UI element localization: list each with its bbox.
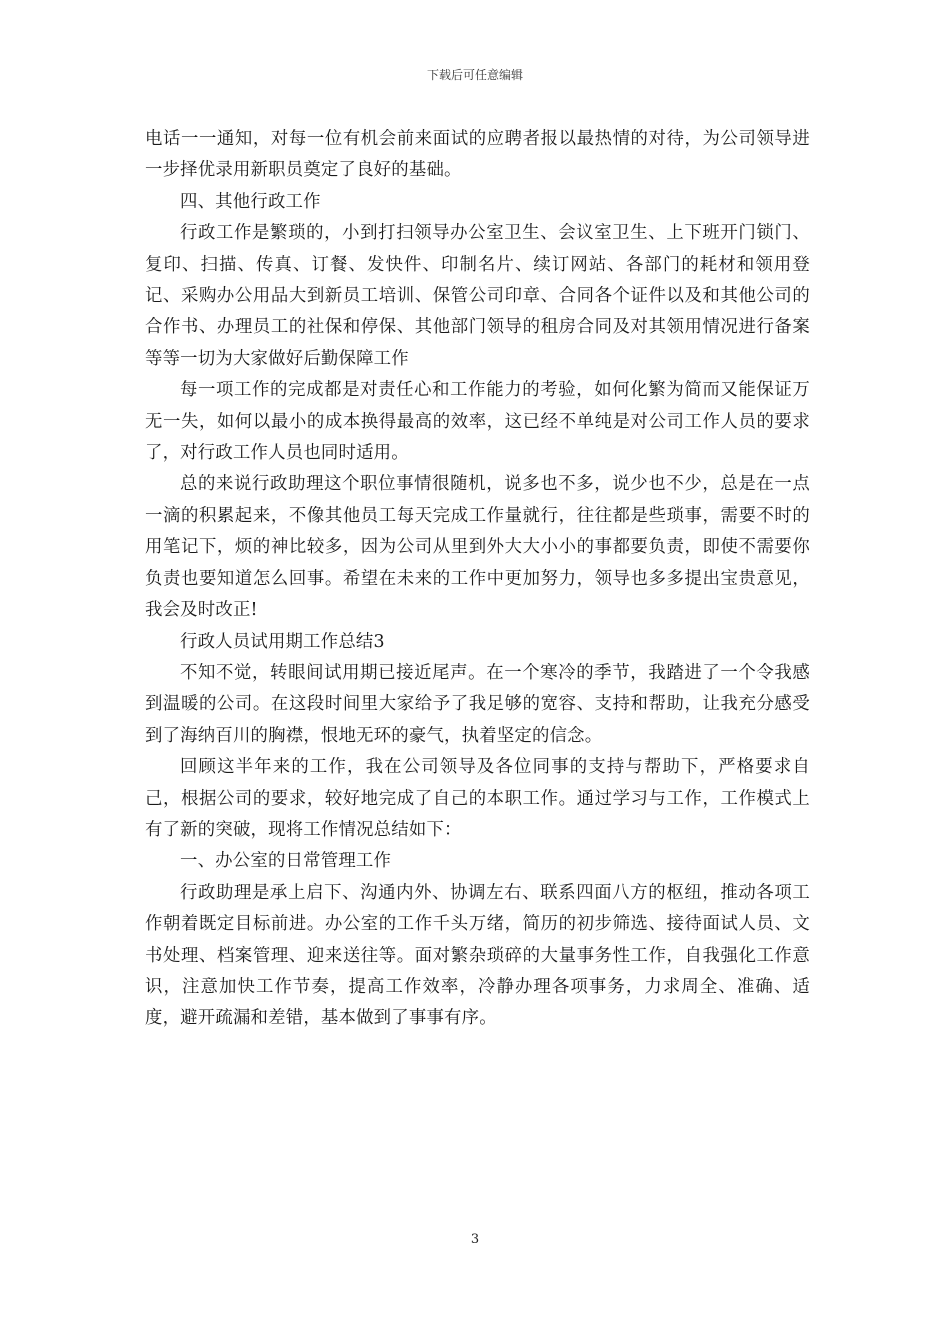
- document-body: [145, 124, 810, 1035]
- page-header: 下载后可任意编辑: [426, 68, 523, 82]
- section-heading-office-daily-management: 一、办公室的日常管理工作: [180, 851, 392, 872]
- paragraph-4: 每一项工作的完成都是对责任心和工作能力的考验，如何化繁为简而又能保证万无一失，如何以最小的成本换得最高的效率，这已经不单纯是对公司工作人员的要求了，对行政工作人员也同时适用。: [145, 380, 810, 464]
- paragraph-8: 回顾这半年来的工作，我在公司领导及各位同事的支持与帮助下，严格要求自己，根据公司的要求，较好地完成了自己的本职工作。通过学习与工作，工作模式上有了新的突破，现将工作情况总结如下：: [145, 757, 810, 840]
- paragraph-7: 不知不觉，转眼间试用期已接近尾声。在一个寒冷的季节，我踏进了一个令我感到温暖的公司。在这段时间里大家给予了我足够的宽容、支持和帮助，让我充分感受到了海纳百川的胸襟，恨地无环的豪气，执着坚定的信念。: [145, 662, 810, 746]
- paragraph-5: 总的来说行政助理这个职位事情很随机，说多也不多，说少也不少，总是在一点一滴的积累起来，不像其他员工每天完成工作量就行，往往都是些琐事，需要不时的用笔记下，烦的神比较多，因为公司从里到外大大小小的事都要负责，即使不需要你负责也要知道怎么回事。希望在未来的工作中更加努力，领导也多多提出宝贵意见，我会及时改正!: [145, 474, 810, 621]
- section-heading-other-admin-work: 四、其他行政工作: [180, 191, 321, 212]
- document-title-summary-3: 行政人员试用期工作总结3: [180, 631, 385, 652]
- page-number: 3: [470, 1232, 480, 1247]
- paragraph-10: 行政助理是承上启下、沟通内外、协调左右、联系四面八方的枢纽，推动各项工作朝着既定目标前进。办公室的工作千头万绪，简历的初步筛选、接待面试人员、文书处理、档案管理、迎来送往等。面对繁杂琐碎的大量事务性工作，自我强化工作意识，注意加快工作节奏，提高工作效率，冷静办理各项事务，力求周全、准确、适度，避开疏漏和差错，基本做到了事事有序。: [145, 882, 810, 1029]
- paragraph-1: 电话一一通知，对每一位有机会前来面试的应聘者报以最热情的对待，为公司领导进一步择优录用新职员奠定了良好的基础。: [145, 129, 810, 181]
- paragraph-3: 行政工作是繁琐的，小到打扫领导办公室卫生、会议室卫生、上下班开门锁门、复印、扫描、传真、订餐、发快件、印制名片、续订网站、各部门的耗材和领用登记、采购办公用品大到新员工培训、保管公司印章、合同各个证件以及和其他公司的合作书、办理员工的社保和停保、其他部门领导的租房合同及对其领用情况进行备案等等一切为大家做好后勤保障工作: [145, 223, 810, 369]
